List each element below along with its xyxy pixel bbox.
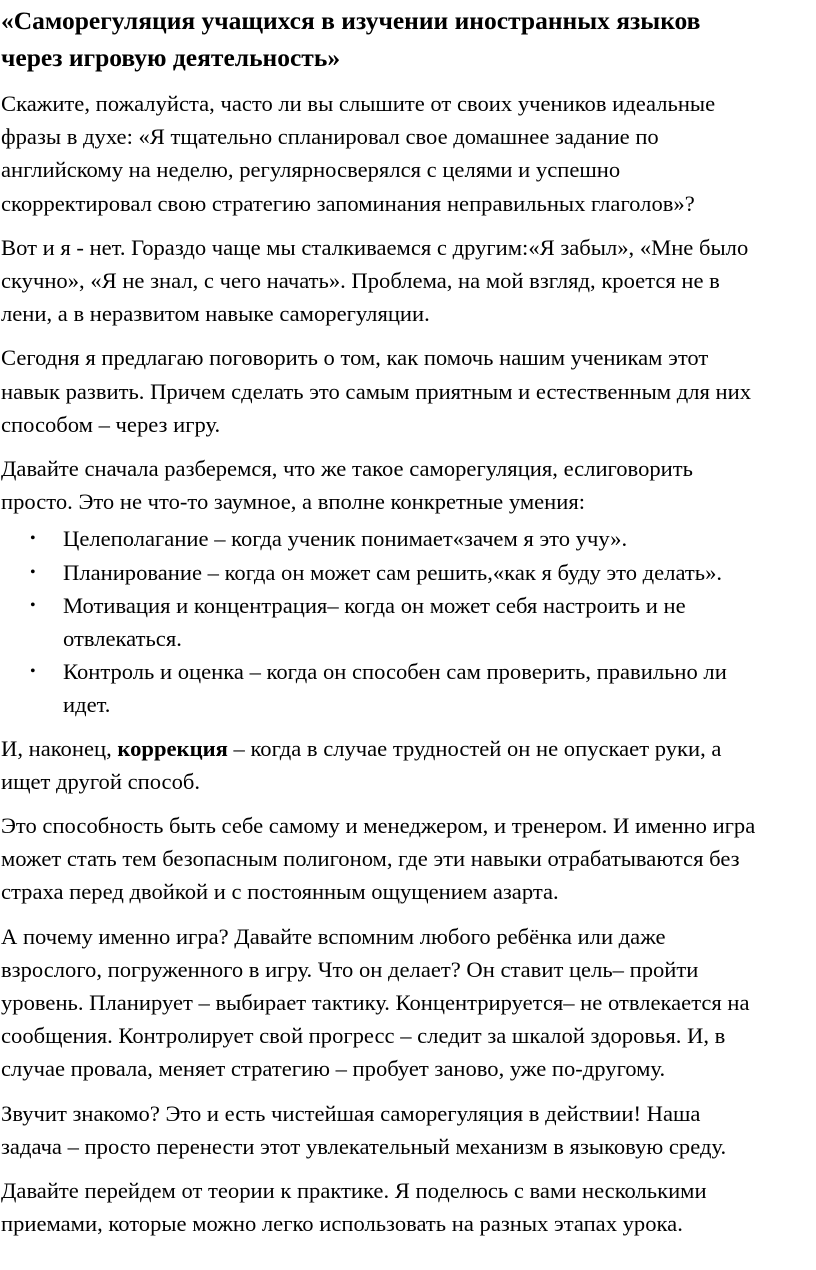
text-line: уровень. Планирует – выбирает тактику. Концентрируется– не отвлекается на [1,990,750,1016]
text-line: идет. [63,692,111,718]
text-line: скорректировал свою стратегию запоминания неправильных глаголов»? [1,190,695,216]
text-line: Мотивация и концентрация– когда он может себя настроить и не [63,592,686,618]
list-item [1,655,816,721]
problem-paragraph [1,231,816,331]
text-line: Сегодня я предлагаю поговорить о том, как помочь нашим ученикам этот [1,345,709,371]
text-line: просто. Это не что-то заумное, а вполне конкретные умения: [1,489,586,515]
text-line: может стать тем безопасным полигоном, где эти навыки отрабатываются без [1,846,740,872]
text-line: Это способность быть себе самому и менеджером, и тренером. И именно игра [1,813,756,839]
text-line: сообщения. Контролирует свой прогресс – следит за шкалой здоровья. И, в [1,1023,726,1049]
text-line: отвлекаться. [63,626,182,652]
text-fragment: – когда в случае трудностей он не опускает руки, а [227,735,722,761]
text-line: Звучит знакомо? Это и есть чистейшая саморегуляция в действии! Наша [1,1100,701,1126]
text-line: приемами, которые можно легко использовать на разных этапах урока. [1,1211,683,1237]
list-item [1,522,816,555]
text-line: навык развить. Причем сделать это самым приятным и естественным для них [1,378,752,404]
list-item [1,556,816,589]
list-item [1,589,816,655]
bold-term: коррекция [117,735,228,761]
text-line: Планирование – когда он может сам решить,«как я буду это делать». [63,559,723,585]
text-line: лени, а в неразвитом навыке саморегуляции. [1,301,430,327]
why-game-paragraph [1,920,816,1086]
text-line: Контроль и оценка – когда он способен сам проверить, правильно ли [63,659,727,685]
ability-paragraph [1,809,816,909]
title-line: «Саморегуляция учащихся в изучении иностранных языков [1,6,701,35]
text-line: Целеполагание – когда ученик понимает«зачем я это учу». [63,526,628,552]
title-line: через игровую деятельность» [1,43,341,72]
intro-paragraph [1,87,816,220]
proposal-paragraph [1,341,816,441]
familiar-paragraph [1,1097,816,1163]
text-line: Давайте перейдем от теории к практике. Я поделюсь с вами несколькими [1,1178,707,1204]
correction-paragraph [1,732,816,798]
document-title [1,2,816,76]
text-line: Давайте сначала разберемся, что же такое саморегуляция, еслиговорить [1,456,693,482]
text-line: взрослого, погруженного в игру. Что он делает? Он ставит цель– пройти [1,956,699,982]
bullet-icon: • [30,596,36,614]
text-line: А почему именно игра? Давайте вспомним любого ребёнка или даже [1,923,666,949]
text-line: задача – просто перенести этот увлекательный механизм в языковую среду. [1,1133,727,1159]
text-line: скучно», «Я не знал, с чего начать». Проблема, на мой взгляд, кроется не в [1,268,720,294]
text-line: способом – через игру. [1,411,221,437]
skills-list [1,522,816,721]
practice-paragraph [1,1174,816,1240]
text-line: Вот и я - нет. Гораздо чаще мы сталкиваемся с другим:«Я забыл», «Мне было [1,234,749,260]
text-line: английскому на неделю, регулярносверялся с целями и успешно [1,157,621,183]
text-line: страха перед двойкой и с постоянным ощущением азарта. [1,879,559,905]
text-line: случае провала, меняет стратегию – пробует заново, уже по-другому. [1,1056,666,1082]
text-line: ищет другой способ. [1,768,201,794]
text-line [1,732,816,765]
text-line: Скажите, пожалуйста, часто ли вы слышите от своих учеников идеальные [1,91,716,116]
text-fragment: И, наконец, [1,735,118,761]
definition-paragraph [1,452,816,518]
bullet-icon: • [30,663,36,681]
text-line: фразы в духе: «Я тщательно спланировал свое домашнее задание по [1,124,659,150]
bullet-icon: • [30,563,36,581]
bullet-icon: • [30,530,36,548]
